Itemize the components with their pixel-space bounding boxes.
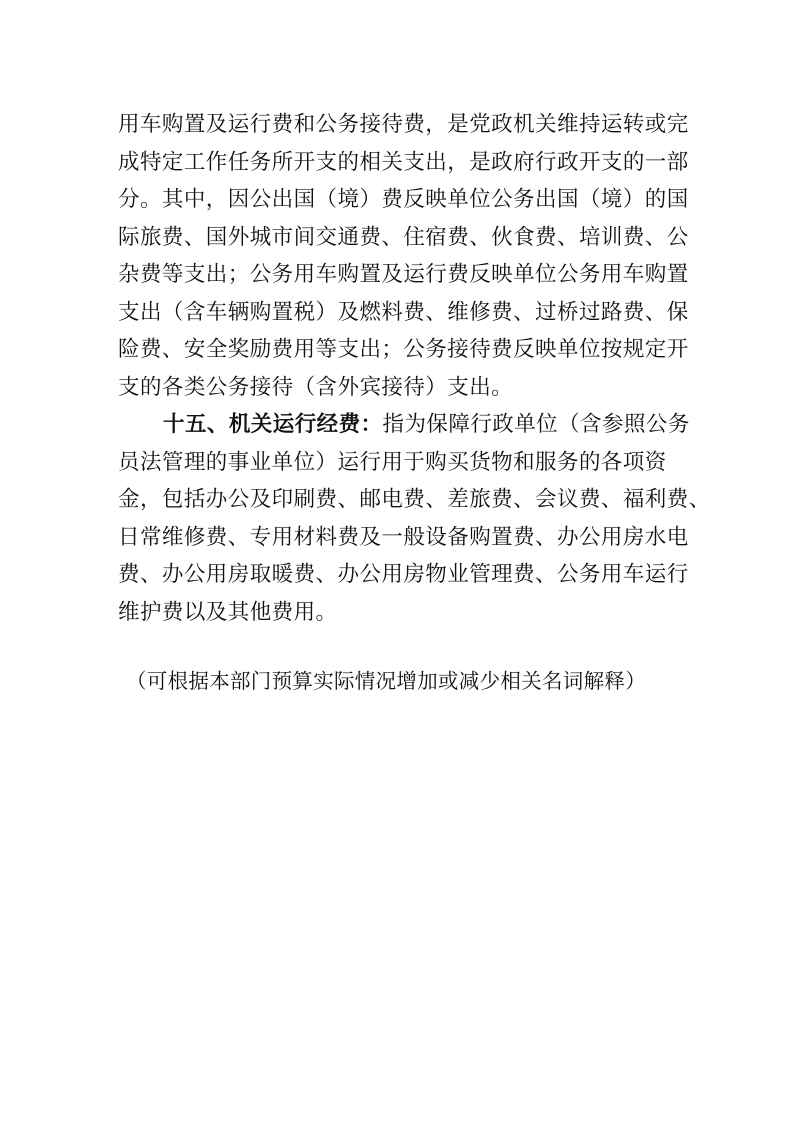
paragraph-line: 杂费等支出；公务用车购置及运行费反映单位公务用车购置 <box>118 262 689 287</box>
section-15-first-line <box>118 406 690 444</box>
paragraph-line: 支的各类公务接待（含外宾接待）支出。 <box>118 374 514 400</box>
paragraph-line: 员法管理的事业单位）运行用于购买货物和服务的各项资 <box>118 449 667 475</box>
paragraph-line: 际旅费、国外城市间交通费、住宿费、伙食费、培训费、公 <box>118 224 689 250</box>
section-15-heading: 十五、机关运行经费： <box>163 412 383 437</box>
paragraph-line: 支出（含车辆购置税）及燃料费、维修费、过桥过路费、保 <box>118 299 689 325</box>
paragraph-line: 金，包括办公及印刷费、邮电费、差旅费、会议费、福利费、 <box>118 487 711 512</box>
section-15-text: 指为保障行政单位（含参照公务 <box>382 412 690 437</box>
paragraph-line: 分。其中，因公出国（境）费反映单位公务出国（境）的国 <box>118 187 689 212</box>
paragraph-line: 成特定工作任务所开支的相关支出，是政府行政开支的一部 <box>118 149 689 175</box>
paragraph-line: 维护费以及其他费用。 <box>118 599 338 625</box>
editorial-note: （可根据本部门预算实际情况增加或减少相关名词解释） <box>126 669 646 693</box>
paragraph-line: 日常维修费、专用材料费及一般设备购置费、办公用房水电 <box>118 524 689 550</box>
paragraph-line: 用车购置及运行费和公务接待费，是党政机关维持运转或完 <box>118 112 689 137</box>
paragraph-line: 费、办公用房取暖费、办公用房物业管理费、公务用车运行 <box>118 562 689 587</box>
paragraph-line: 险费、安全奖励费用等支出；公务接待费反映单位按规定开 <box>118 337 689 362</box>
body-text <box>118 106 711 631</box>
